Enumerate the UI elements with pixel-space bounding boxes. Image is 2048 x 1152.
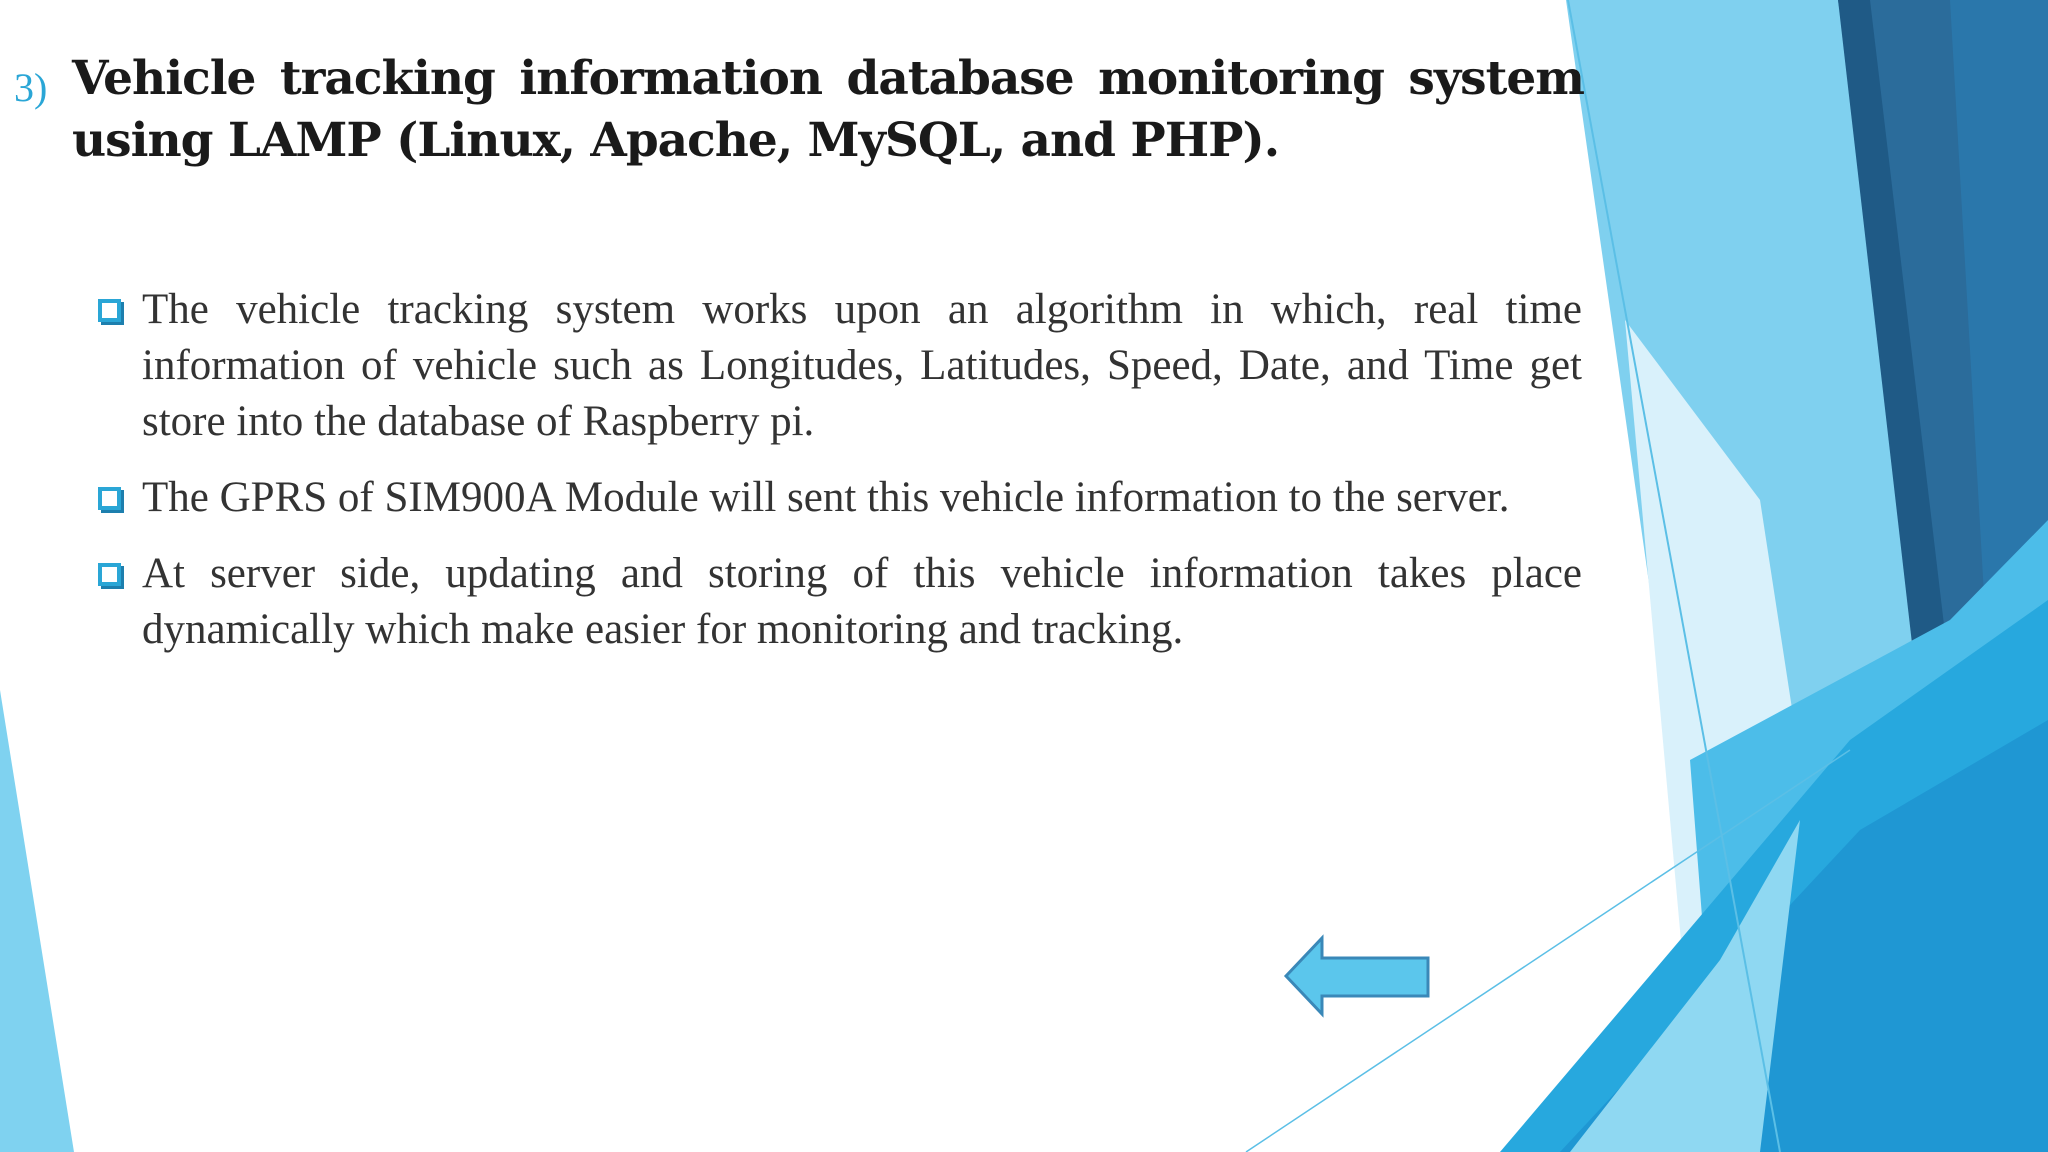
bullet-item xyxy=(92,282,1582,450)
left-arrow-shape xyxy=(1286,938,1428,1014)
slide-heading xyxy=(14,48,1584,172)
square-bullet-icon xyxy=(98,563,121,586)
square-bullet-icon xyxy=(98,299,121,322)
bullet-item xyxy=(92,470,1582,526)
bullet-item xyxy=(92,546,1582,658)
heading-title: Vehicle tracking information database monitoring system using LAMP (Linux, Apache, MySQL, and PHP). xyxy=(72,51,1584,168)
left-arrow-icon[interactable] xyxy=(1282,934,1432,1018)
bullet-text: At server side, updating and storing of this vehicle information takes place dynamically which make easier for monitoring and tracking. xyxy=(142,550,1582,653)
square-bullet-icon xyxy=(98,487,121,510)
bullet-list xyxy=(92,282,1582,678)
bullet-text: The vehicle tracking system works upon an algorithm in which, real time information of vehicle such as Longitudes, Latitudes, Speed, Date, and Time get store into the database of Raspberry pi. xyxy=(142,286,1582,445)
heading-number: 3) xyxy=(14,65,48,110)
left-sliver-shape xyxy=(0,690,74,1152)
bullet-text: The GPRS of SIM900A Module will sent this vehicle information to the server. xyxy=(142,474,1510,521)
